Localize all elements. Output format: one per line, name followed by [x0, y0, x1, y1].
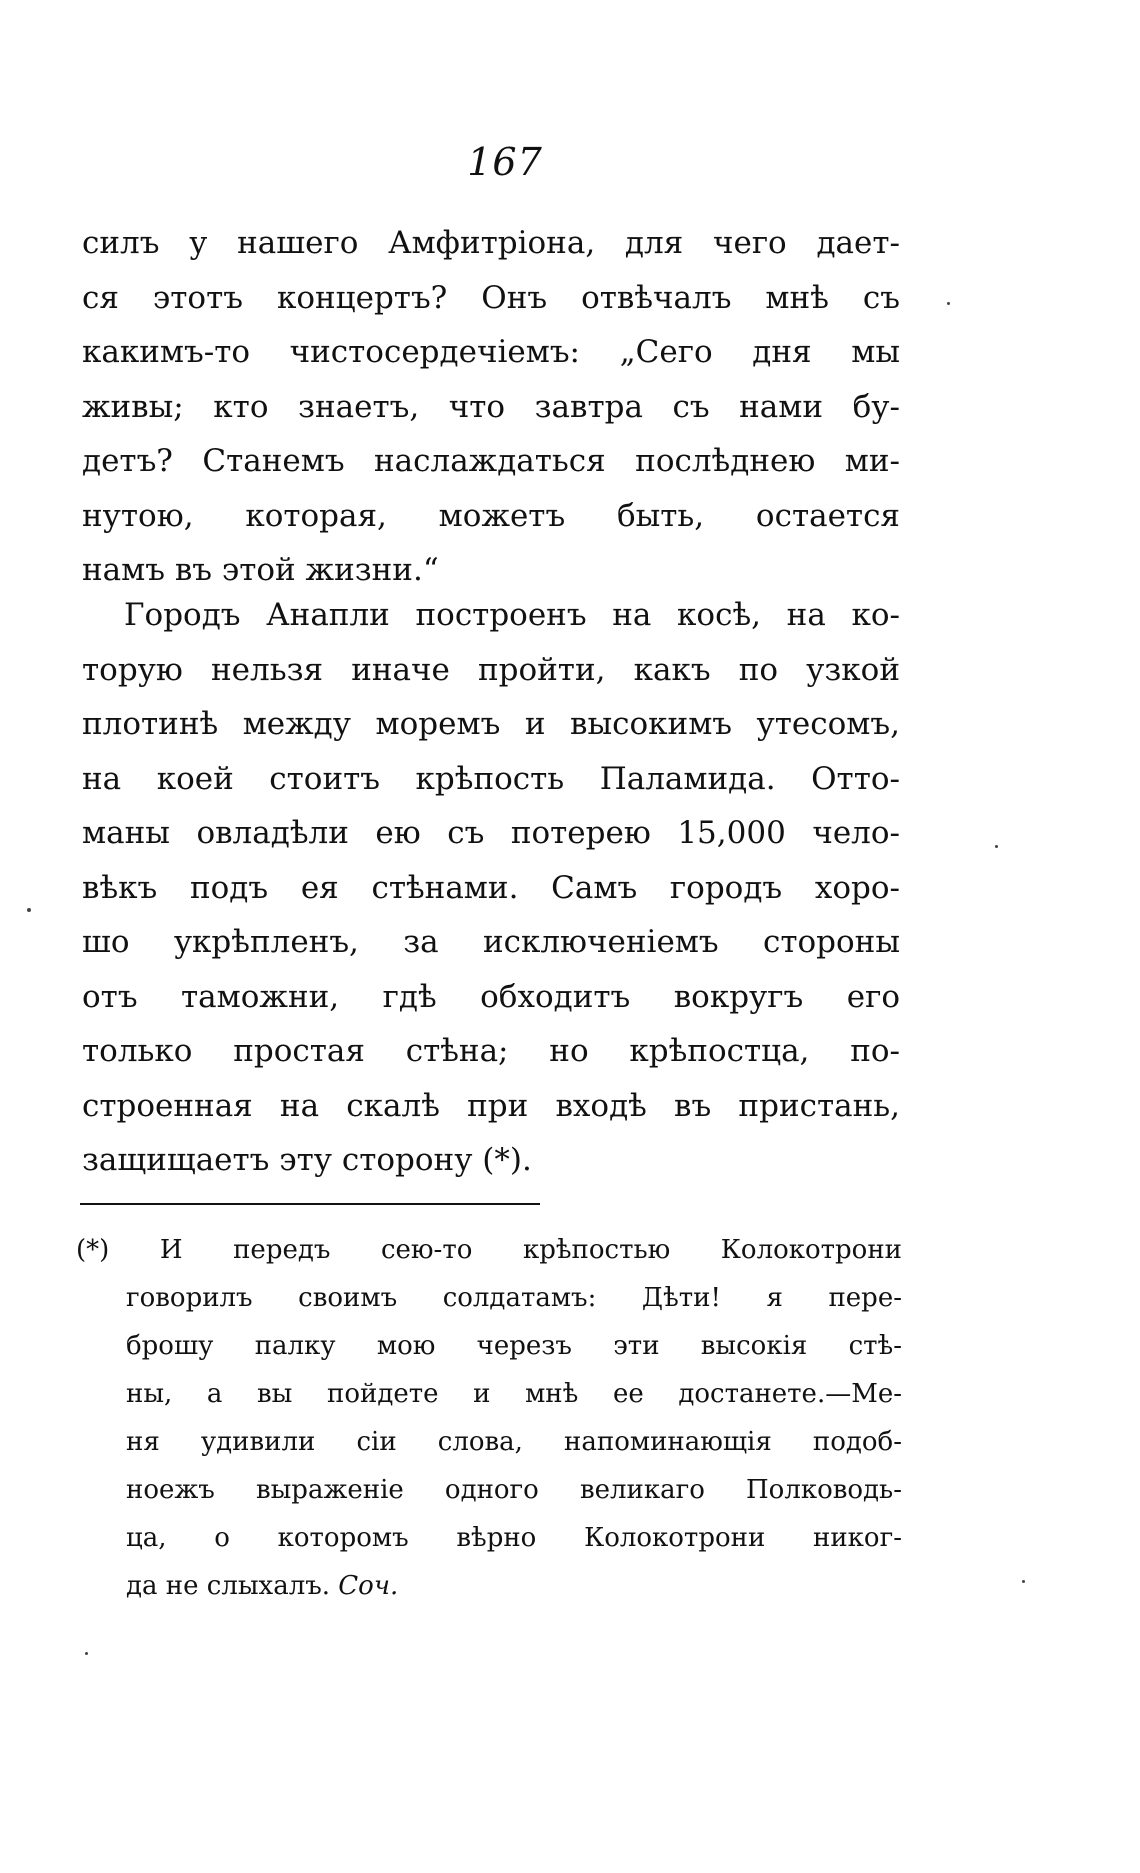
- footnote-line: (*) И передъ сею-то крѣпостью Колокотрони: [76, 1235, 902, 1265]
- text-line: только простая стѣна; но крѣпостца, по-: [82, 1033, 900, 1069]
- print-speck: [85, 1652, 88, 1655]
- paragraph-2: [82, 588, 900, 1188]
- text-line: защищаетъ эту сторону (*).: [82, 1142, 532, 1178]
- page-number: 167: [467, 140, 543, 184]
- print-speck: [947, 302, 950, 305]
- footnote-line: брошу палку мою черезъ эти высокія стѣ-: [126, 1331, 902, 1361]
- footnote: [76, 1226, 902, 1610]
- footnote-divider: [80, 1203, 540, 1205]
- text-line: какимъ-то чистосердечіемъ: „Сего дня мы: [82, 334, 900, 370]
- text-line: намъ въ этой жизни.“: [82, 552, 439, 588]
- text-line: шо укрѣпленъ, за исключеніемъ стороны: [82, 924, 900, 960]
- text-line: строенная на скалѣ при входѣ въ пристань,: [82, 1087, 900, 1124]
- footnote-line: ноежъ выраженіе одного великаго Полководь-: [126, 1475, 902, 1505]
- text-line: силъ у нашего Амфитріона, для чего дает-: [82, 225, 900, 261]
- footnote-last-line: [76, 1562, 902, 1610]
- text-line: Городъ Анапли построенъ на косѣ, на ко-: [124, 597, 900, 633]
- text-line: детъ? Станемъ наслаждаться послѣднею ми-: [82, 443, 900, 479]
- text-line: на коей стоитъ крѣпость Паламида. Отто-: [82, 760, 900, 797]
- footnote-line-text: да не слыхалъ.: [126, 1571, 331, 1601]
- text-line: плотинѣ между моремъ и высокимъ утесомъ,: [82, 706, 900, 742]
- print-speck: [995, 845, 998, 848]
- text-line: вѣкъ подъ ея стѣнами. Самъ городъ хоро-: [82, 869, 900, 906]
- text-line: ся этотъ концертъ? Онъ отвѣчалъ мнѣ съ: [82, 279, 900, 316]
- footnote-line: ня удивили сіи слова, напоминающія подоб-: [126, 1427, 902, 1457]
- text-line: торую нельзя иначе пройти, какъ по узкой: [82, 651, 900, 688]
- footnote-line: ца, о которомъ вѣрно Колокотрони никог-: [126, 1523, 902, 1553]
- text-line: маны овладѣли ею съ потерею 15,000 чело-: [82, 815, 900, 851]
- print-speck: [27, 908, 31, 912]
- print-speck: [1022, 1580, 1025, 1583]
- footnote-line: говорилъ своимъ солдатамъ: Дѣти! я пере-: [126, 1283, 902, 1313]
- text-line: живы; кто знаетъ, что завтра съ нами бу-: [82, 388, 900, 425]
- text-line: отъ таможни, гдѣ обходитъ вокругъ его: [82, 978, 900, 1015]
- text-line: нутою, которая, можетъ быть, остается: [82, 497, 900, 534]
- footnote-signature: Coч.: [338, 1571, 399, 1601]
- paragraph-1: [82, 216, 900, 598]
- footnote-line: ны, а вы пойдете и мнѣ ее достанете.—Ме-: [126, 1379, 902, 1409]
